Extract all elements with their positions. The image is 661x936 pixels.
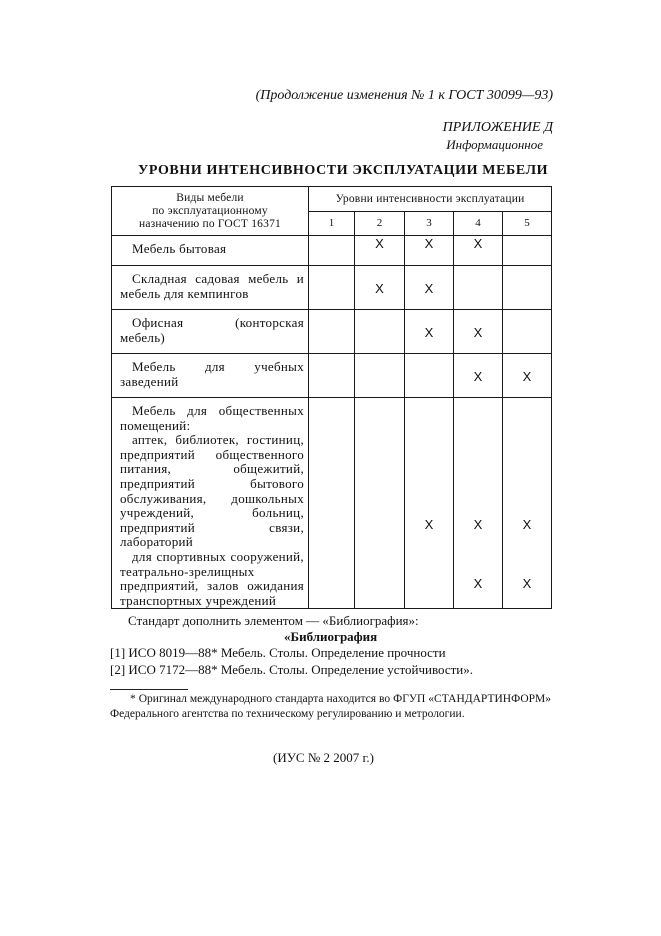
mark-cell <box>454 310 503 354</box>
level-number: 1 <box>309 211 355 236</box>
mark-cell <box>355 398 405 609</box>
mark-cell <box>454 398 503 609</box>
mark <box>405 532 453 576</box>
mark-cell <box>503 266 552 310</box>
appendix-kind: Информационное <box>446 137 543 152</box>
mark: X <box>375 236 384 251</box>
furniture-type <box>112 236 309 266</box>
row-text: Мебель для учебных заведений <box>120 359 304 389</box>
mark: X <box>424 236 434 251</box>
header-line: Виды мебели <box>176 191 244 204</box>
bibliography-item: [1] ИСО 8019—88* Мебель. Столы. Определение прочности <box>110 645 446 660</box>
row-text: Мебель для общественных помещений: <box>120 403 304 433</box>
mark-cell <box>355 354 405 398</box>
mark-cell <box>405 266 454 310</box>
mark: X <box>473 369 483 384</box>
table-title: УРОВНИ ИНТЕНСИВНОСТИ ЭКСПЛУАТАЦИИ МЕБЕЛИ <box>138 163 549 178</box>
table-row <box>112 236 552 266</box>
row-text: аптек, библиотек, гостиниц, предприятий общественного питания, общежитий, предприятий бытового обслуживания, дошкольных учреждений, больниц, предприятий связи, лабораторий <box>120 432 304 550</box>
mark: X <box>424 325 434 340</box>
mark: X <box>473 576 483 591</box>
mark <box>309 266 354 281</box>
mark-cell <box>454 236 503 266</box>
mark <box>503 310 551 325</box>
mark-cell <box>309 266 355 310</box>
mark <box>309 517 354 561</box>
mark-cell <box>405 398 454 609</box>
mark-cell <box>454 354 503 398</box>
row-text: Офисная (конторская мебель) <box>120 315 304 345</box>
furniture-type <box>112 266 309 310</box>
mark-cell <box>355 266 405 310</box>
header-line: по эксплуатационному <box>152 204 268 217</box>
mark: X <box>375 281 384 296</box>
mark-cell <box>503 236 552 266</box>
furniture-type <box>112 354 309 398</box>
table-row <box>112 354 552 398</box>
mark-cell <box>454 266 503 310</box>
mark <box>355 398 404 517</box>
mark-cell <box>405 310 454 354</box>
level-number: 2 <box>355 211 405 236</box>
footnote-rule <box>110 689 188 690</box>
mark <box>454 266 502 281</box>
furniture-type <box>112 310 309 354</box>
issue-reference: (ИУС № 2 2007 г.) <box>273 750 374 765</box>
mark-cell <box>355 310 405 354</box>
mark: X <box>522 576 532 591</box>
mark <box>309 310 354 325</box>
continuation-note: (Продолжение изменения № 1 к ГОСТ 30099—93) <box>255 88 553 103</box>
mark-cell <box>309 354 355 398</box>
table-row <box>112 398 552 609</box>
mark <box>355 517 404 561</box>
table-row <box>112 310 552 354</box>
appendix-label: ПРИЛОЖЕНИЕ Д <box>442 120 553 135</box>
mark: X <box>522 517 532 532</box>
level-number: 5 <box>503 211 552 236</box>
row-text: Мебель бытовая <box>132 241 227 256</box>
footnote: * Оригинал международного стандарта находится во ФГУП «СТАНДАРТИНФОРМ» Федерального агентства по техническому регулированию и метрологии. <box>110 693 551 720</box>
furniture-type-header <box>112 187 309 236</box>
mark: X <box>522 369 532 384</box>
mark-cell <box>405 354 454 398</box>
bibliography-item: [2] ИСО 7172—88* Мебель. Столы. Определение устойчивости». <box>110 662 473 677</box>
mark-cell <box>309 310 355 354</box>
mark: X <box>473 517 483 532</box>
level-number: 3 <box>405 211 454 236</box>
row-text: для спортивных сооружений, театрально-зрелищных предприятий, залов ожидания транспортных учреждений <box>120 548 304 608</box>
mark <box>503 266 551 281</box>
mark: X <box>424 517 434 532</box>
mark-cell <box>355 236 405 266</box>
mark <box>309 398 354 517</box>
mark-cell <box>405 236 454 266</box>
mark: X <box>473 236 483 251</box>
mark <box>355 310 404 325</box>
mark-cell <box>309 398 355 609</box>
mark-cell <box>503 398 552 609</box>
intensity-table <box>111 186 552 609</box>
mark: X <box>473 325 483 340</box>
table-row <box>112 266 552 310</box>
mark-cell <box>309 236 355 266</box>
mark: X <box>424 281 434 296</box>
supplement-note: Стандарт дополнить элементом — «Библиография»: <box>128 613 419 628</box>
header-line: назначению по ГОСТ 16371 <box>139 217 281 230</box>
mark-cell <box>503 354 552 398</box>
level-number: 4 <box>454 211 503 236</box>
row-text: Складная садовая мебель и мебель для кемпингов <box>120 271 304 301</box>
furniture-type <box>112 398 309 609</box>
mark <box>309 354 354 369</box>
bibliography-title: «Библиография <box>284 629 378 644</box>
mark <box>405 354 453 369</box>
levels-header: Уровни интенсивности эксплуатации <box>309 187 552 212</box>
mark-cell <box>503 310 552 354</box>
mark <box>355 354 404 369</box>
